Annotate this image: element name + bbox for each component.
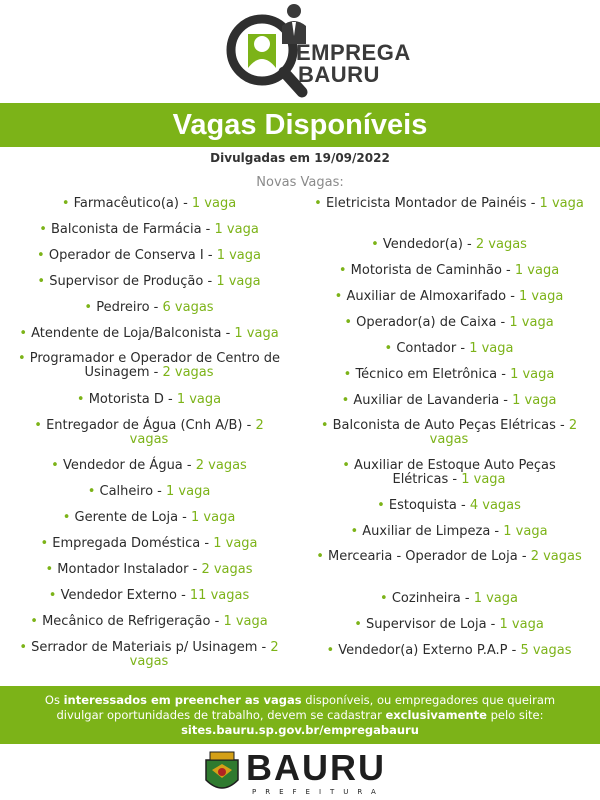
vacancy-count: 1 vaga	[539, 196, 584, 211]
vacancy-count: 1 vaga	[509, 315, 554, 330]
job-title: Entregador de Água (Cnh A/B)	[46, 418, 243, 433]
job-title: Supervisor de Produção	[49, 274, 204, 289]
bullet-icon: •	[341, 393, 354, 408]
bullet-icon: •	[37, 248, 49, 263]
vacancy-count: 2 vagas	[530, 549, 582, 564]
job-item: • Calheiro - 1 vaga	[87, 484, 211, 499]
job-item: • Auxiliar de Almoxarifado - 1 vaga	[334, 289, 564, 304]
vacancy-count: 1 vaga	[213, 536, 258, 551]
bullet-icon: •	[344, 315, 357, 330]
bullet-icon: •	[326, 643, 339, 658]
bullet-icon: •	[314, 196, 326, 211]
vacancy-count: 2 vagas	[129, 640, 279, 669]
job-item: • Motorista de Caminhão - 1 vaga	[338, 263, 560, 278]
bullet-icon: •	[384, 341, 397, 356]
signup-url[interactable]: sites.bauru.sp.gov.br/empregabauru	[181, 723, 419, 737]
job-item: • Operador(a) de Caixa - 1 vaga	[344, 315, 554, 330]
job-item: • Atendente de Loja/Balconista - 1 vaga	[19, 326, 279, 341]
bullet-icon: •	[343, 367, 356, 382]
bullet-icon: •	[87, 484, 100, 499]
vacancy-count: 2 vagas	[129, 418, 264, 447]
vacancy-count: 11 vagas	[189, 588, 250, 603]
vacancy-count: 1 vaga	[216, 274, 261, 289]
job-title: Vendedor de Água	[62, 458, 183, 473]
page-title: Vagas Disponíveis	[172, 108, 428, 141]
job-item: • Auxiliar de Limpeza - 1 vaga	[350, 524, 548, 539]
bullet-icon: •	[45, 562, 58, 577]
new-jobs-label: Novas Vagas:	[256, 175, 344, 190]
bullet-icon: •	[380, 591, 392, 606]
publication-date: Divulgadas em 19/09/2022	[210, 151, 390, 165]
job-item: • Programador e Operador de Centro de Usinagem - 2 vagas	[17, 351, 281, 380]
job-title: Auxiliar de Almoxarifado	[346, 289, 507, 304]
bullet-icon: •	[354, 617, 367, 632]
job-item: • Mercearia - Operador de Loja - 2 vagas	[316, 549, 582, 564]
brand-line2: BAURU	[298, 62, 380, 87]
vacancy-count: 1 vaga	[234, 326, 279, 341]
prefeitura-subtitle: PREFEITURA	[252, 788, 385, 796]
vacancy-count: 5 vagas	[520, 643, 572, 658]
job-item: • Operador de Conserva I - 1 vaga	[37, 248, 261, 263]
job-title: Gerente de Loja	[74, 510, 179, 525]
vacancy-count: 1 vaga	[191, 510, 236, 525]
vacancy-count: 1 vaga	[223, 614, 268, 629]
vacancy-count: 2 vagas	[201, 562, 253, 577]
vacancy-count: 1 vaga	[214, 222, 259, 237]
job-title: Serrador de Materiais p/ Usinagem	[31, 640, 258, 655]
job-item: • Gerente de Loja - 1 vaga	[62, 510, 236, 525]
vacancy-count: 1 vaga	[510, 367, 555, 382]
bullet-icon: •	[62, 510, 75, 525]
job-item: • Vendedor(a) Externo P.A.P - 5 vagas	[326, 643, 572, 658]
bullet-icon: •	[48, 588, 61, 603]
brand-line1: EMPREGA	[296, 40, 411, 65]
job-title: Calheiro	[99, 484, 154, 499]
job-item: • Vendedor Externo - 11 vagas	[48, 588, 250, 603]
job-item: • Vendedor(a) - 2 vagas	[371, 237, 527, 252]
bullet-icon: •	[17, 351, 30, 366]
job-item: • Motorista D - 1 vaga	[76, 392, 222, 407]
bullet-icon: •	[51, 458, 63, 473]
bullet-icon: •	[40, 536, 53, 551]
bullet-icon: •	[320, 418, 333, 433]
vacancy-count: 2 vagas	[475, 237, 527, 252]
job-title: Pedreiro	[96, 300, 150, 315]
job-item: • Balconista de Auto Peças Elétricas - 2 vagas	[320, 418, 578, 447]
bullet-icon: •	[61, 196, 74, 211]
bullet-icon: •	[371, 237, 383, 252]
vacancy-count: 1 vaga	[473, 591, 518, 606]
job-item: • Balconista de Farmácia - 1 vaga	[39, 222, 259, 237]
job-item: • Empregada Doméstica - 1 vaga	[40, 536, 258, 551]
job-title: Farmacêutico(a)	[73, 196, 179, 211]
bullet-icon: •	[19, 640, 32, 655]
vacancy-count: 6 vagas	[162, 300, 214, 315]
job-item: • Técnico em Eletrônica - 1 vaga	[343, 367, 555, 382]
vacancy-count: 2 vagas	[429, 418, 578, 447]
vacancy-count: 1 vaga	[514, 263, 560, 278]
vacancy-count: 1 vaga	[503, 524, 548, 539]
vacancy-count: 1 vaga	[166, 484, 211, 499]
vacancy-count: 1 vaga	[216, 248, 261, 263]
bullet-icon: •	[84, 300, 97, 315]
vacancy-count: 4 vagas	[469, 498, 521, 513]
footer-line-2: divulgar oportunidades de trabalho, devem se cadastrar exclusivamente pelo site:	[56, 708, 544, 722]
job-item: • Auxiliar de Lavanderia - 1 vaga	[341, 393, 557, 408]
job-title: Empregada Doméstica	[52, 536, 201, 551]
job-title: Motorista D	[88, 392, 164, 407]
job-title: Mercearia - Operador de Loja	[328, 549, 518, 564]
brand-wordmark	[296, 42, 411, 86]
vacancy-count: 1 vaga	[512, 393, 557, 408]
job-title: Cozinheira	[391, 591, 461, 606]
job-title: Vendedor Externo	[60, 588, 177, 603]
vacancy-count: 1 vaga	[176, 392, 222, 407]
job-title: Auxiliar de Limpeza	[362, 524, 491, 539]
job-item: • Contador - 1 vaga	[384, 341, 514, 356]
job-title: Atendente de Loja/Balconista	[31, 326, 222, 341]
person-icon	[287, 4, 301, 18]
prefeitura-name: BAURU	[246, 747, 386, 788]
job-title: Operador de Conserva I	[48, 248, 204, 263]
job-item: • Estoquista - 4 vagas	[377, 498, 521, 513]
job-title: Auxiliar de Estoque Auto Peças Elétricas	[354, 458, 556, 487]
job-item: • Farmacêutico(a) - 1 vaga	[61, 196, 237, 211]
bullet-icon: •	[76, 392, 89, 407]
job-title: Vendedor(a)	[382, 237, 463, 252]
footer-line-1: Os interessados em preencher as vagas disponíveis, ou empregadores que queiram	[44, 693, 556, 707]
bullet-icon: •	[37, 274, 50, 289]
job-title: Vendedor(a) Externo P.A.P	[338, 643, 508, 658]
vacancy-count: 2 vagas	[162, 365, 214, 380]
job-item: • Montador Instalador - 2 vagas	[45, 562, 253, 577]
bullet-icon: •	[34, 418, 47, 433]
job-title: Técnico em Eletrônica	[355, 367, 498, 382]
bullet-icon: •	[342, 458, 355, 473]
job-title: Operador(a) de Caixa	[356, 315, 497, 330]
bullet-icon: •	[316, 549, 329, 564]
job-item: • Serrador de Materiais p/ Usinagem - 2 vagas	[19, 640, 279, 669]
vacancy-count: 2 vagas	[195, 458, 247, 473]
job-title: Mecânico de Refrigeração	[42, 614, 211, 629]
footer-info	[0, 686, 600, 744]
job-title: Contador	[396, 341, 457, 356]
job-title: Supervisor de Loja	[366, 617, 487, 632]
job-item: • Supervisor de Loja - 1 vaga	[354, 617, 544, 632]
job-title: Auxiliar de Lavanderia	[353, 393, 500, 408]
bullet-icon: •	[39, 222, 52, 237]
bullet-icon: •	[334, 289, 347, 304]
job-title: Balconista de Auto Peças Elétricas	[332, 418, 556, 433]
vacancy-count: 1 vaga	[499, 617, 544, 632]
job-title: Motorista de Caminhão	[350, 263, 502, 278]
job-item: • Auxiliar de Estoque Auto Peças Elétricas - 1 vaga	[342, 458, 556, 487]
bullet-icon: •	[30, 614, 43, 629]
job-title: Eletricista Montador de Painéis	[325, 196, 527, 211]
job-item: • Eletricista Montador de Painéis - 1 vaga	[314, 196, 584, 211]
vacancy-count: 1 vaga	[191, 196, 237, 211]
title-banner	[0, 103, 600, 147]
job-title: Programador e Operador de Centro de Usinagem	[29, 351, 281, 380]
job-item: • Mecânico de Refrigeração - 1 vaga	[30, 614, 268, 629]
job-item: • Pedreiro - 6 vagas	[84, 300, 214, 315]
vacancy-count: 1 vaga	[519, 289, 564, 304]
bullet-icon: •	[377, 498, 389, 513]
job-title: Balconista de Farmácia	[51, 222, 202, 237]
vacancy-count: 1 vaga	[461, 472, 506, 487]
job-item: • Cozinheira - 1 vaga	[380, 591, 518, 606]
bullet-icon: •	[19, 326, 32, 341]
vacancy-count: 1 vaga	[469, 341, 514, 356]
job-item: • Entregador de Água (Cnh A/B) - 2 vagas	[34, 418, 264, 447]
job-title: Estoquista	[388, 498, 457, 513]
job-title: Montador Instalador	[57, 562, 189, 577]
bullet-icon: •	[350, 524, 363, 539]
job-item: • Vendedor de Água - 2 vagas	[51, 458, 247, 473]
job-item: • Supervisor de Produção - 1 vaga	[37, 274, 261, 289]
bullet-icon: •	[338, 263, 351, 278]
